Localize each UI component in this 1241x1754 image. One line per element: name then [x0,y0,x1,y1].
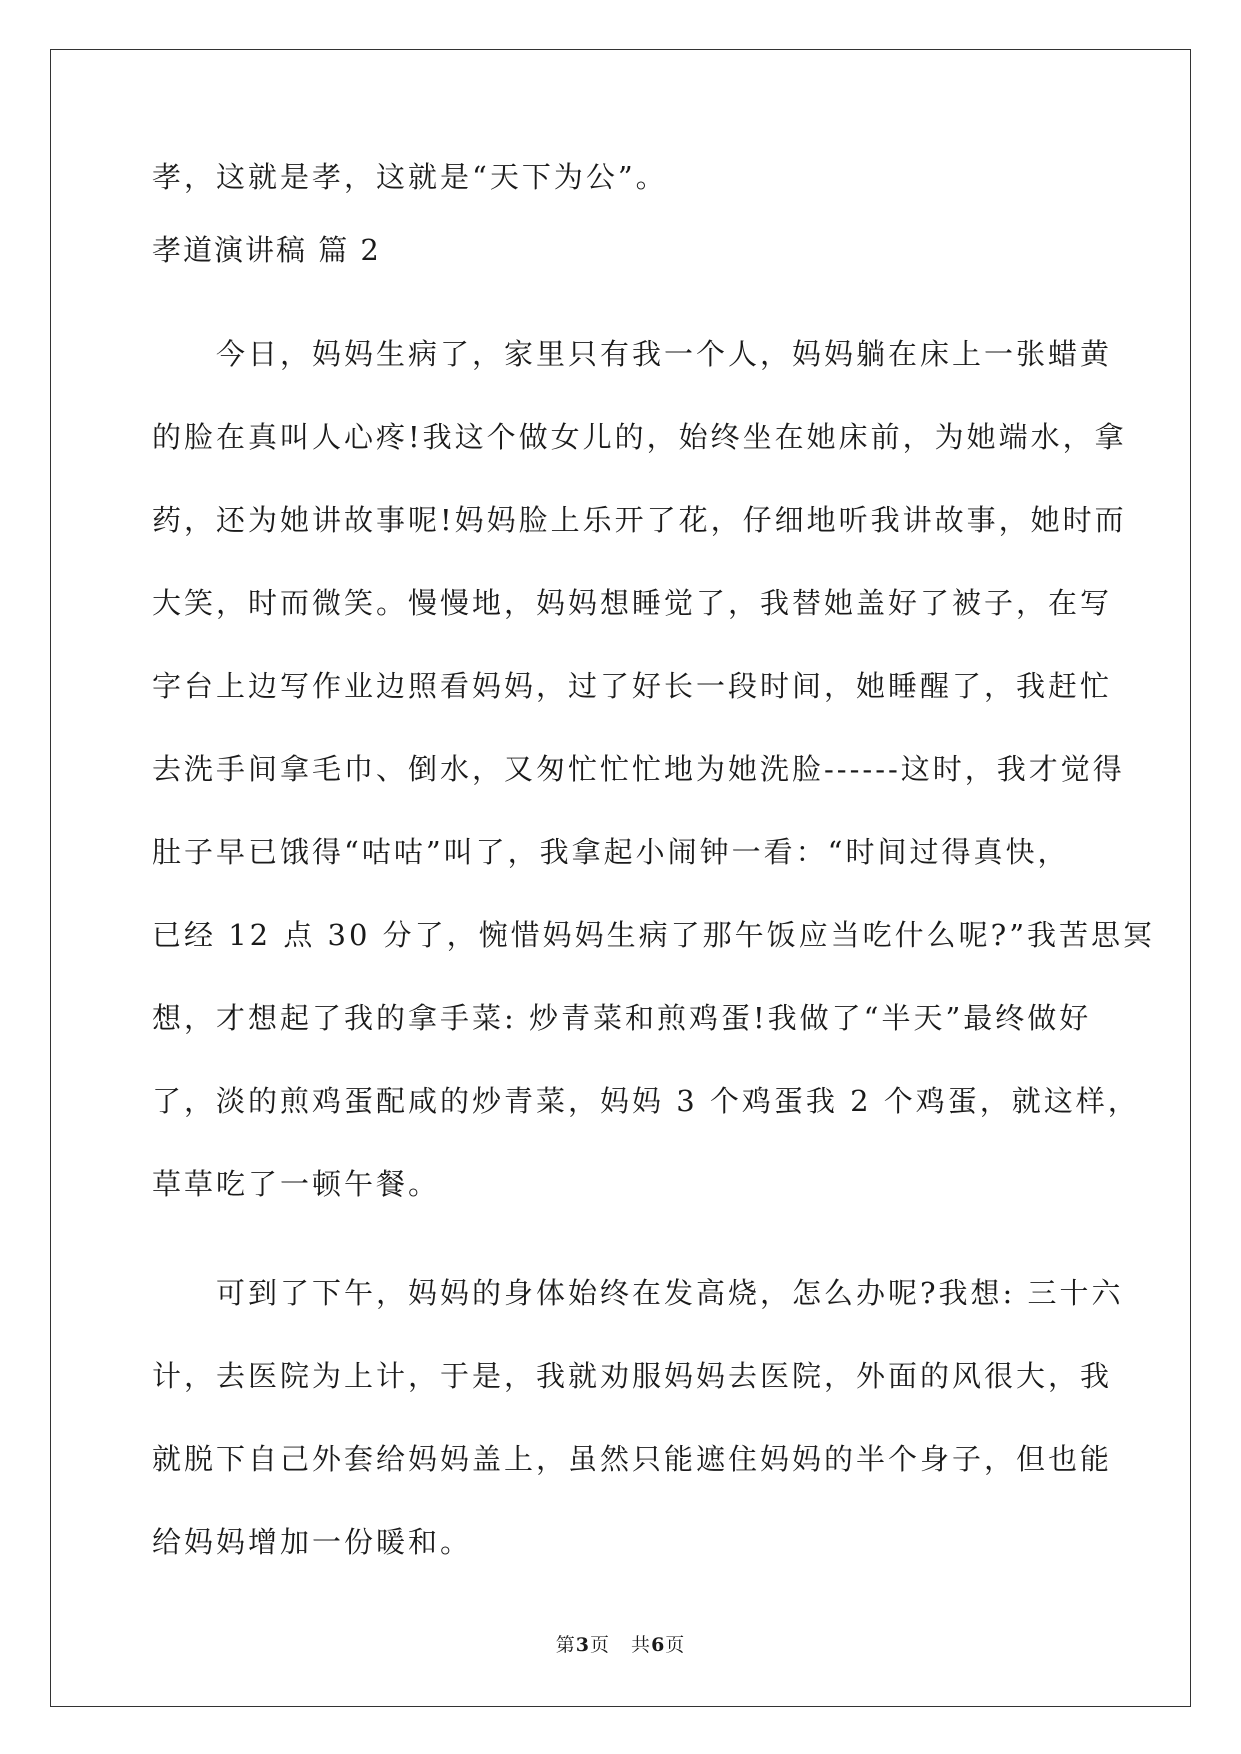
text-line: 可到了下午，妈妈的身体始终在发高烧，怎么办呢?我想: 三十六 [216,1276,1124,1310]
page-footer [0,1630,1241,1657]
text-line: 的脸在真叫人心疼!我这个做女儿的，始终坐在她床前，为她端水，拿 [152,420,1127,454]
text-line: 今日，妈妈生病了，家里只有我一个人，妈妈躺在床上一张蜡黄 [216,337,1113,371]
footer-mid: 页 共 [589,1634,652,1656]
paragraph-spacer [152,1226,1090,1252]
paragraph-1 [152,313,1156,1226]
footer-prefix: 第 [555,1634,576,1656]
text-line: 了，淡的煎鸡蛋配咸的炒青菜，妈妈 3 个鸡蛋我 2 个鸡蛋，就这样， [152,1084,1140,1118]
text-line: 给妈妈增加一份暖和。 [152,1525,473,1559]
text-line: 大笑，时而微笑。慢慢地，妈妈想睡觉了，我替她盖好了被子，在写 [152,586,1113,620]
paragraph-2 [152,1252,1124,1584]
text-line: 孝，这就是孝，这就是“天下为公”。 [152,160,668,194]
text-line: 去洗手间拿毛巾、倒水，又匆忙忙忙地为她洗脸------这时，我才觉得 [152,752,1125,786]
text-line: 就脱下自己外套给妈妈盖上，虽然只能遮住妈妈的半个身子，但也能 [152,1442,1113,1476]
text-line: 药，还为她讲故事呢!妈妈脸上乐开了花，仔细地听我讲故事，她时而 [152,503,1127,537]
text-line: 肚子早已饿得“咕咕”叫了，我拿起小闹钟一看：“时间过得真快， [152,835,1070,869]
text-line: 想，才想起了我的拿手菜: 炒青菜和煎鸡蛋!我做了“半天”最终做好 [152,1001,1092,1035]
text-line: 字台上边写作业边照看妈妈，过了好长一段时间，她睡醒了，我赶忙 [152,669,1113,703]
current-page-number: 3 [575,1634,590,1656]
text-line: 已经 12 点 30 分了，惋惜妈妈生病了那午饭应当吃什么呢?”我苦思冥 [152,918,1156,952]
text-line: 计，去医院为上计，于是，我就劝服妈妈去医院，外面的风很大，我 [152,1359,1113,1393]
text-line: 草草吃了一顿午餐。 [152,1167,441,1201]
document-body [152,160,1156,1584]
section-heading: 孝道演讲稿 篇 2 [152,233,381,267]
total-page-count: 6 [651,1634,666,1656]
footer-suffix: 页 [665,1634,686,1656]
